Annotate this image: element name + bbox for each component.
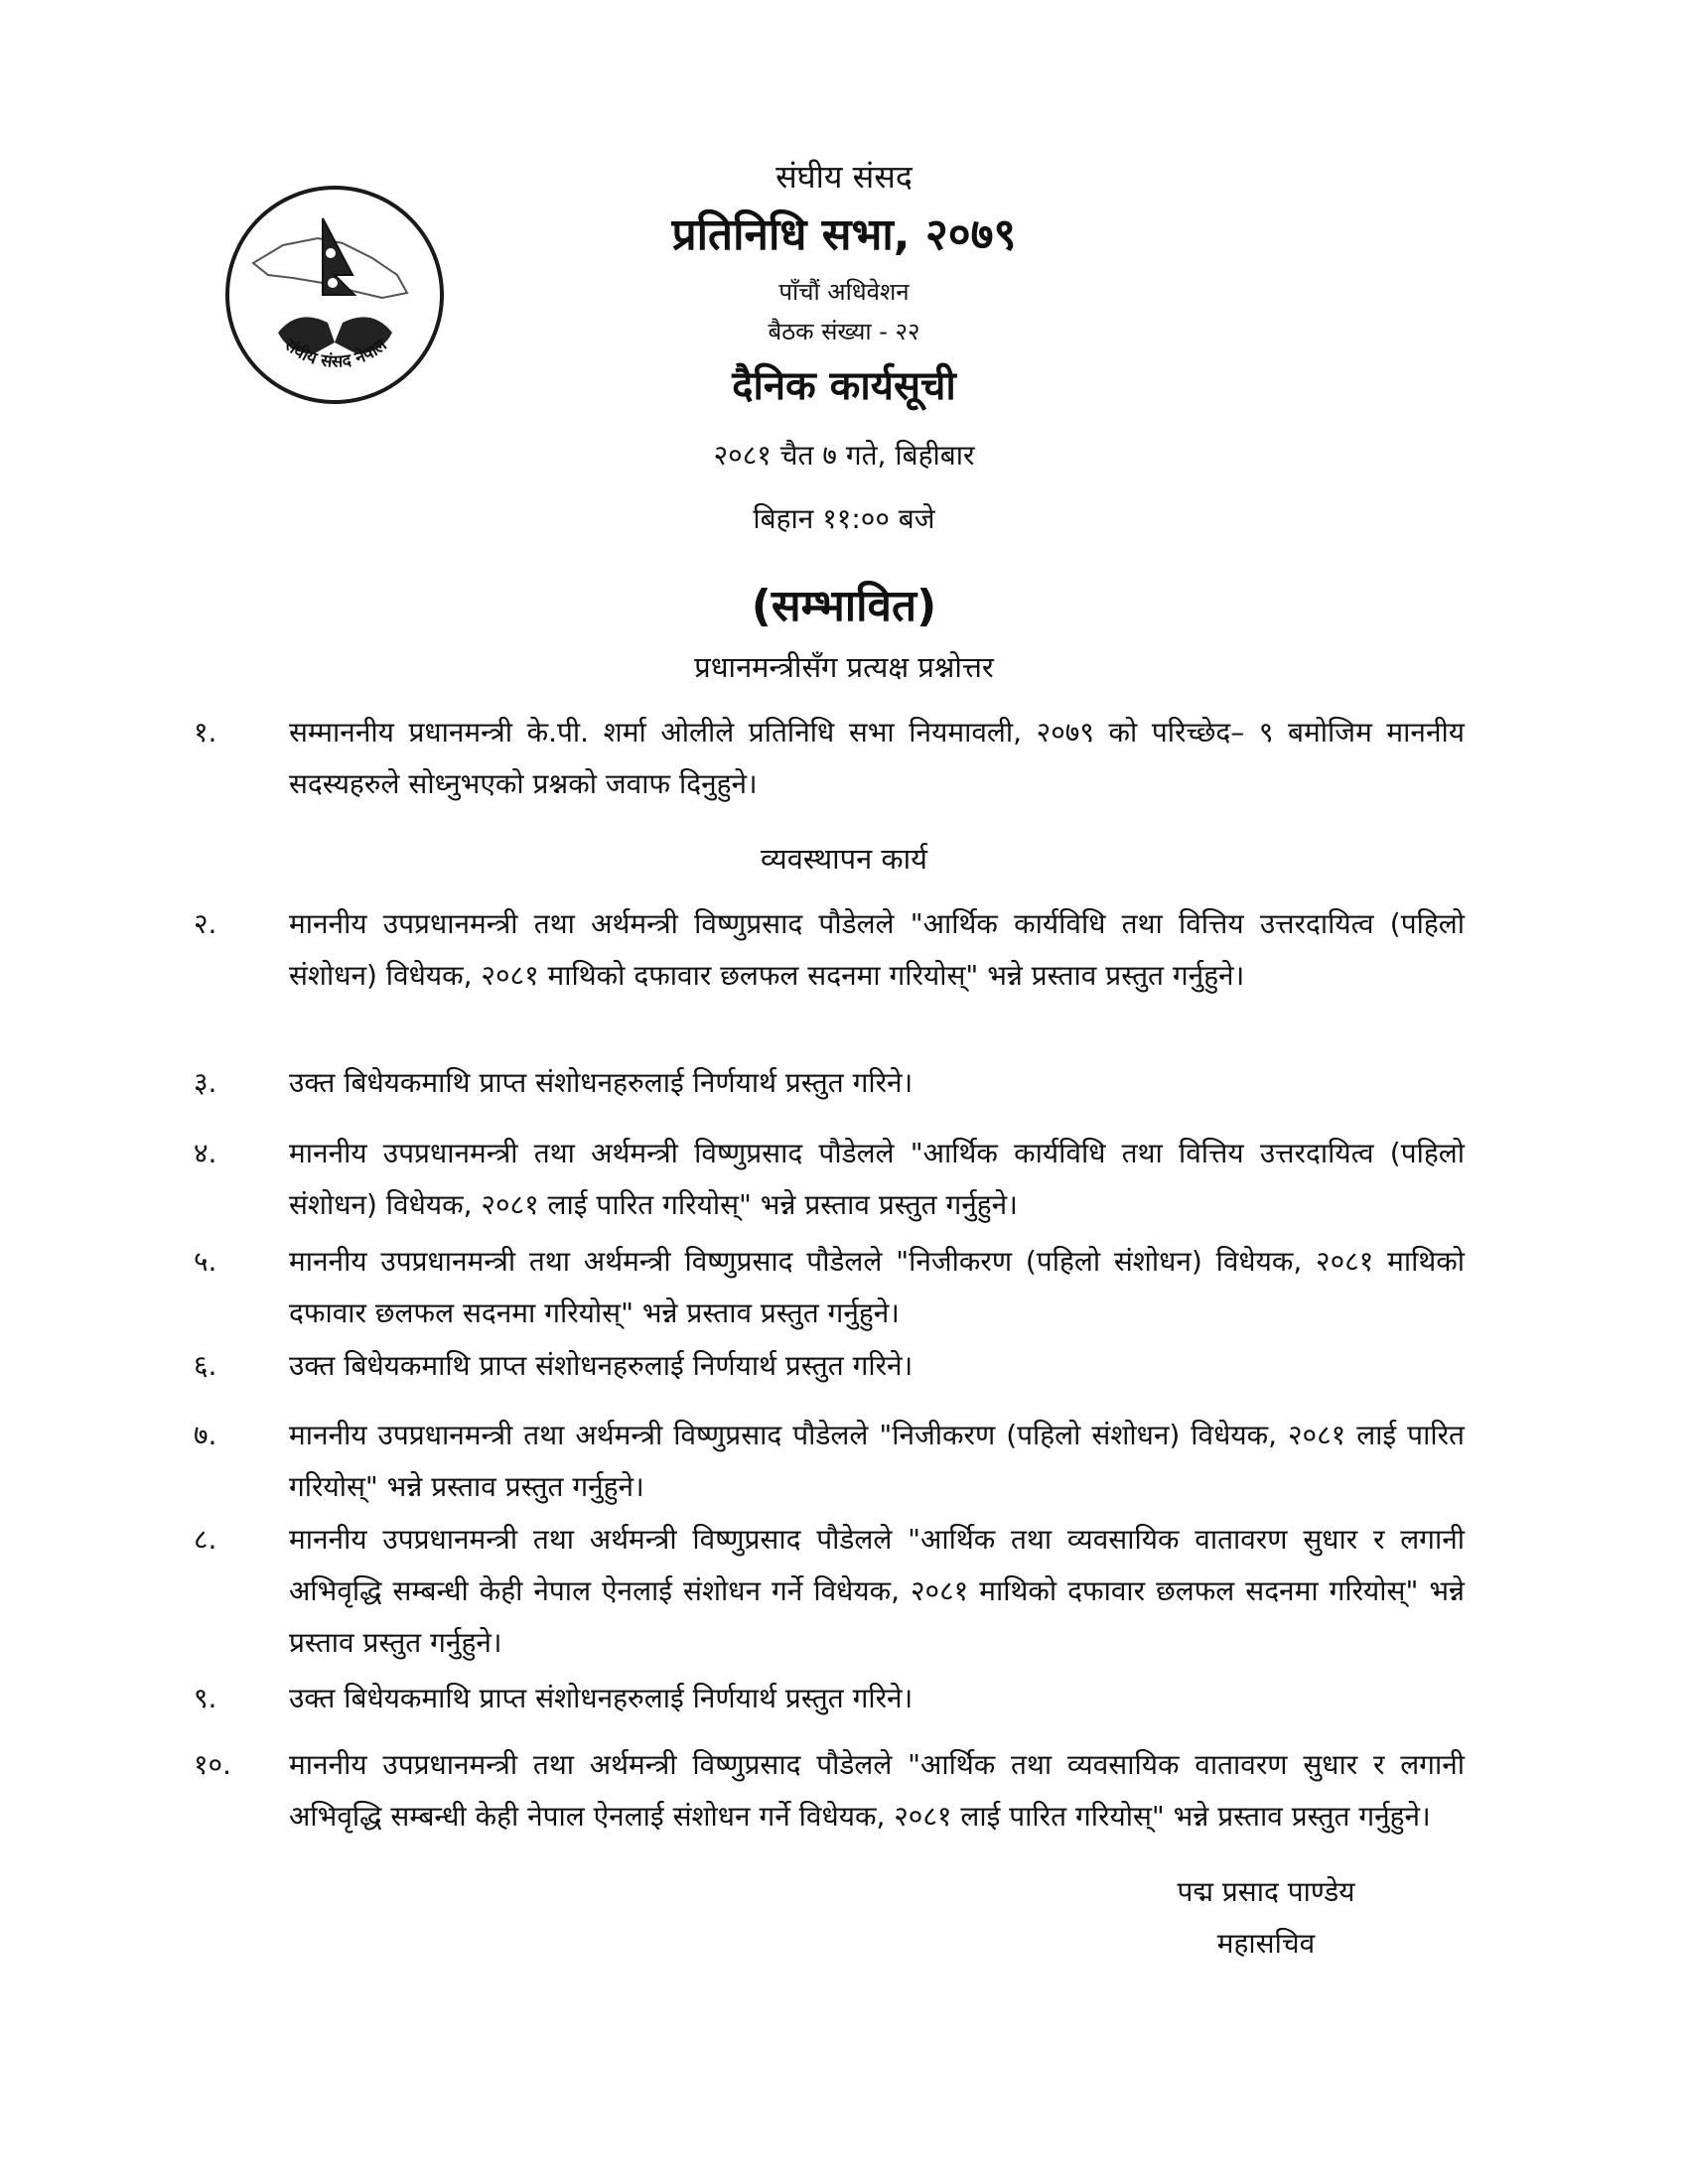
house-name: प्रतिनिधि सभा, २०७९ — [671, 209, 1017, 260]
item-number: ९. — [194, 1682, 217, 1714]
section-heading-legislation: व्यवस्थापन कार्य — [761, 842, 927, 876]
item-text: उक्त बिधेयकमाथि प्राप्त संशोधनहरुलाई निर्णयार्थ प्रस्तुत गरिने। — [289, 1066, 914, 1099]
item-text: माननीय उपप्रधानमन्त्री तथा अर्थमन्त्री विष्णुप्रसाद पौडेलले "आर्थिक कार्यविधि तथा वित्तिय उत्तरदायित्व (पहिलो संशोधन) विधेयक, २०८१ लाई पारित गरियोस्" भन्ने प्रस्ताव प्रस्तुत गर्नुहुने। — [289, 1137, 1465, 1221]
item-number: ३. — [194, 1066, 217, 1099]
item-number: ७. — [194, 1419, 217, 1451]
item-number: १. — [194, 716, 217, 749]
meeting-time: बिहान ११:०० बजे — [753, 502, 935, 535]
item-number: १०. — [194, 1748, 232, 1781]
parliament-emblem-icon — [223, 184, 447, 407]
item-text: सम्माननीय प्रधानमन्त्री के.पी. शर्मा ओलीले प्रतिनिधि सभा नियमावली, २०७९ को परिच्छेद– ९ बमोजिम माननीय सदस्यहरुले सोध्नुभएको प्रश्नको जवाफ दिनुहुने। — [289, 716, 1465, 800]
flag-sun-icon — [328, 278, 338, 288]
tentative-label: (सम्भावित) — [751, 581, 937, 631]
signatory-title: महासचिव — [1216, 1927, 1316, 1960]
signatory-name: पद्म प्रसाद पाण्डेय — [1177, 1875, 1355, 1908]
parliament-name: संघीय संसद — [775, 158, 913, 196]
meeting-number: बैठक संख्या - २२ — [768, 318, 920, 345]
document-title: दैनिक कार्यसूची — [732, 363, 956, 409]
item-number: ४. — [194, 1137, 217, 1169]
item-number: २. — [194, 907, 217, 940]
item-text: माननीय उपप्रधानमन्त्री तथा अर्थमन्त्री विष्णुप्रसाद पौडेलले "निजीकरण (पहिलो संशोधन) विधेयक, २०८१ लाई पारित गरियोस्" भन्ने प्रस्ताव प्रस्तुत गर्नुहुने। — [289, 1419, 1465, 1503]
signature-block — [1092, 1866, 1440, 1970]
item-number: ५. — [194, 1245, 217, 1278]
session-label: पाँचौं अधिवेशन — [778, 278, 910, 306]
section-heading-pm-qa: प्रधानमन्त्रीसँग प्रत्यक्ष प्रश्नोत्तर — [694, 650, 994, 684]
item-text: उक्त बिधेयकमाथि प्राप्त संशोधनहरुलाई निर्णयार्थ प्रस्तुत गरिने। — [289, 1349, 914, 1382]
item-text: माननीय उपप्रधानमन्त्री तथा अर्थमन्त्री विष्णुप्रसाद पौडेलले "आर्थिक तथा व्यवसायिक वातावरण सुधार र लगानी अभिवृद्धि सम्बन्धी केही नेपाल ऐनलाई संशोधन गर्ने विधेयक, २०८१ माथिको दफावार छलफल सदनमा गरियोस्" भन्ने प्रस्ताव प्रस्तुत गर्नुहुने। — [289, 1523, 1465, 1659]
item-number: ८. — [194, 1523, 217, 1556]
meeting-date: २०८१ चैत ७ गते, बिहीबार — [713, 439, 975, 472]
item-text: माननीय उपप्रधानमन्त्री तथा अर्थमन्त्री विष्णुप्रसाद पौडेलले "निजीकरण (पहिलो संशोधन) विधेयक, २०८१ माथिको दफावार छलफल सदनमा गरियोस्" भन्ने प्रस्ताव प्रस्तुत गर्नुहुने। — [289, 1245, 1465, 1329]
item-number: ६. — [194, 1349, 217, 1382]
emblem-graphic — [223, 184, 447, 407]
emblem-text: संघीय संसद नेपाल — [280, 335, 391, 372]
item-text: उक्त बिधेयकमाथि प्राप्त संशोधनहरुलाई निर्णयार्थ प्रस्तुत गरिने। — [289, 1682, 914, 1714]
document-header — [447, 149, 1241, 637]
flag-moon-icon — [326, 248, 336, 258]
item-text: माननीय उपप्रधानमन्त्री तथा अर्थमन्त्री विष्णुप्रसाद पौडेलले "आर्थिक कार्यविधि तथा वित्तिय उत्तरदायित्व (पहिलो संशोधन) विधेयक, २०८१ माथिको दफावार छलफल सदनमा गरियोस्" भन्ने प्रस्ताव प्रस्तुत गर्नुहुने। — [289, 907, 1465, 992]
item-text: माननीय उपप्रधानमन्त्री तथा अर्थमन्त्री विष्णुप्रसाद पौडेलले "आर्थिक तथा व्यवसायिक वातावरण सुधार र लगानी अभिवृद्धि सम्बन्धी केही नेपाल ऐनलाई संशोधन गर्ने विधेयक, २०८१ लाई पारित गरियोस्" भन्ने प्रस्ताव प्रस्तुत गर्नुहुने। — [289, 1748, 1465, 1833]
